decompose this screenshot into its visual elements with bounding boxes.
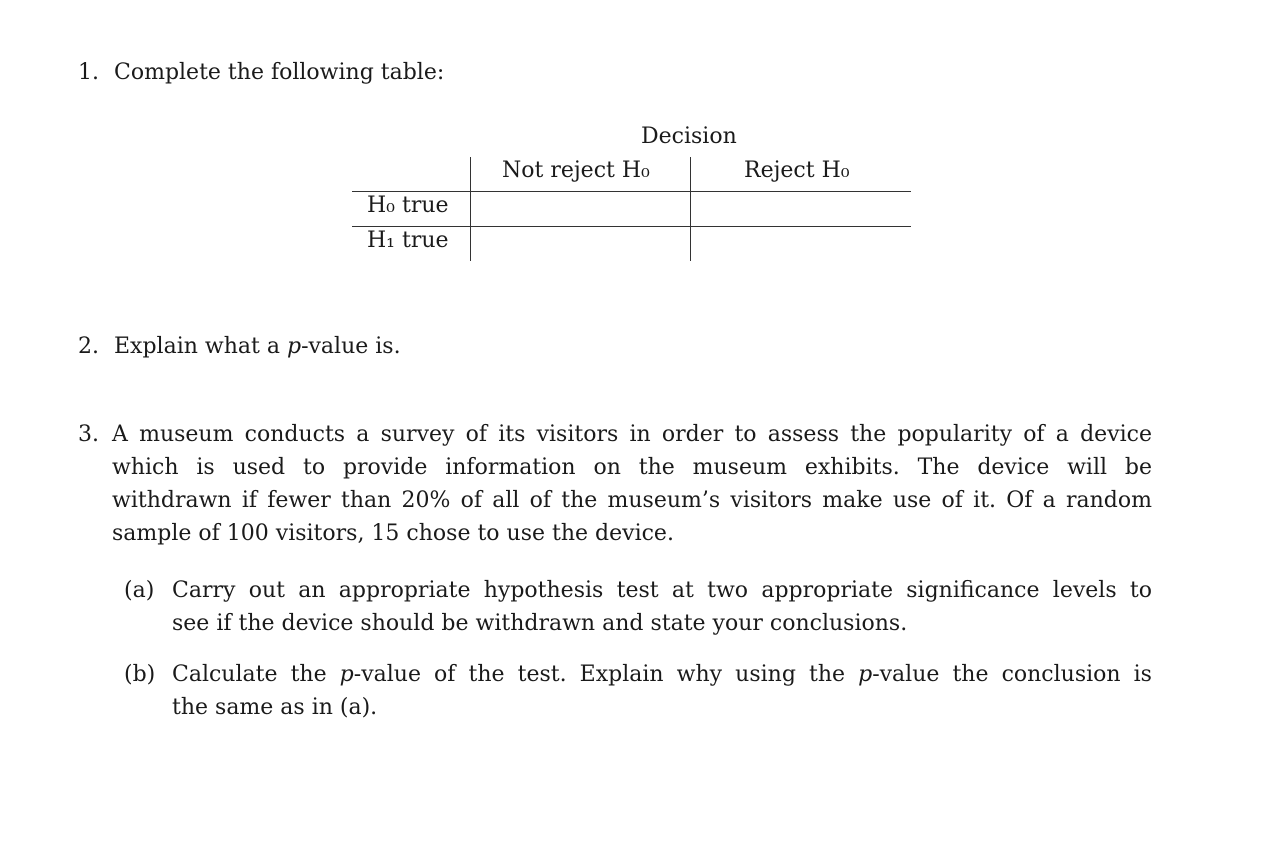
table-row-h0-true: H₀ true [367,193,449,218]
part-b-label: (b) [124,662,156,687]
table-divider-h1 [352,191,911,192]
question-2 [78,334,401,359]
question-3-line: A museum conducts a survey of its visitors in order to assess the popularity of a device [112,422,1152,447]
table-col-not-reject: Not reject H₀ [502,158,650,183]
question-3-line: which is used to provide information on the museum exhibits. The device will be [112,455,1152,480]
part-a-text [172,574,1152,640]
table-divider-v1 [470,157,471,261]
table-divider-v2 [690,157,691,261]
table-header-decision: Decision [641,124,737,149]
table-cell-h0-not-reject[interactable] [472,193,689,225]
part-a-line: see if the device should be withdrawn and state your conclusions. [172,611,908,636]
question-1-text: Complete the following table: [114,60,445,85]
part-b-text [172,658,1152,724]
part-b-line: the same as in (a). [172,695,378,720]
question-1 [78,60,444,85]
question-3-number: 3. [78,422,99,447]
table-row-h1-true: H₁ true [367,228,449,253]
table-divider-h2 [352,226,911,227]
part-a-label: (a) [124,578,155,603]
question-3-line: sample of 100 visitors, 15 chose to use the device. [112,521,674,546]
table-col-reject: Reject H₀ [744,158,850,183]
table-cell-h0-reject[interactable] [692,193,910,225]
question-2-number: 2. [78,334,99,359]
question-3-text [112,418,1152,550]
part-b-line: Calculate the p-value of the test. Explain why using the p-value the conclusion is [172,662,1152,687]
part-a-line: Carry out an appropriate hypothesis test at two appropriate significance levels to [172,578,1152,603]
question-1-number: 1. [78,60,99,85]
table-cell-h1-reject[interactable] [692,228,910,260]
question-3-line: withdrawn if fewer than 20% of all of the museum’s visitors make use of it. Of a random [112,488,1152,513]
table-cell-h1-not-reject[interactable] [472,228,689,260]
question-2-text: Explain what a p-value is. [114,334,401,359]
